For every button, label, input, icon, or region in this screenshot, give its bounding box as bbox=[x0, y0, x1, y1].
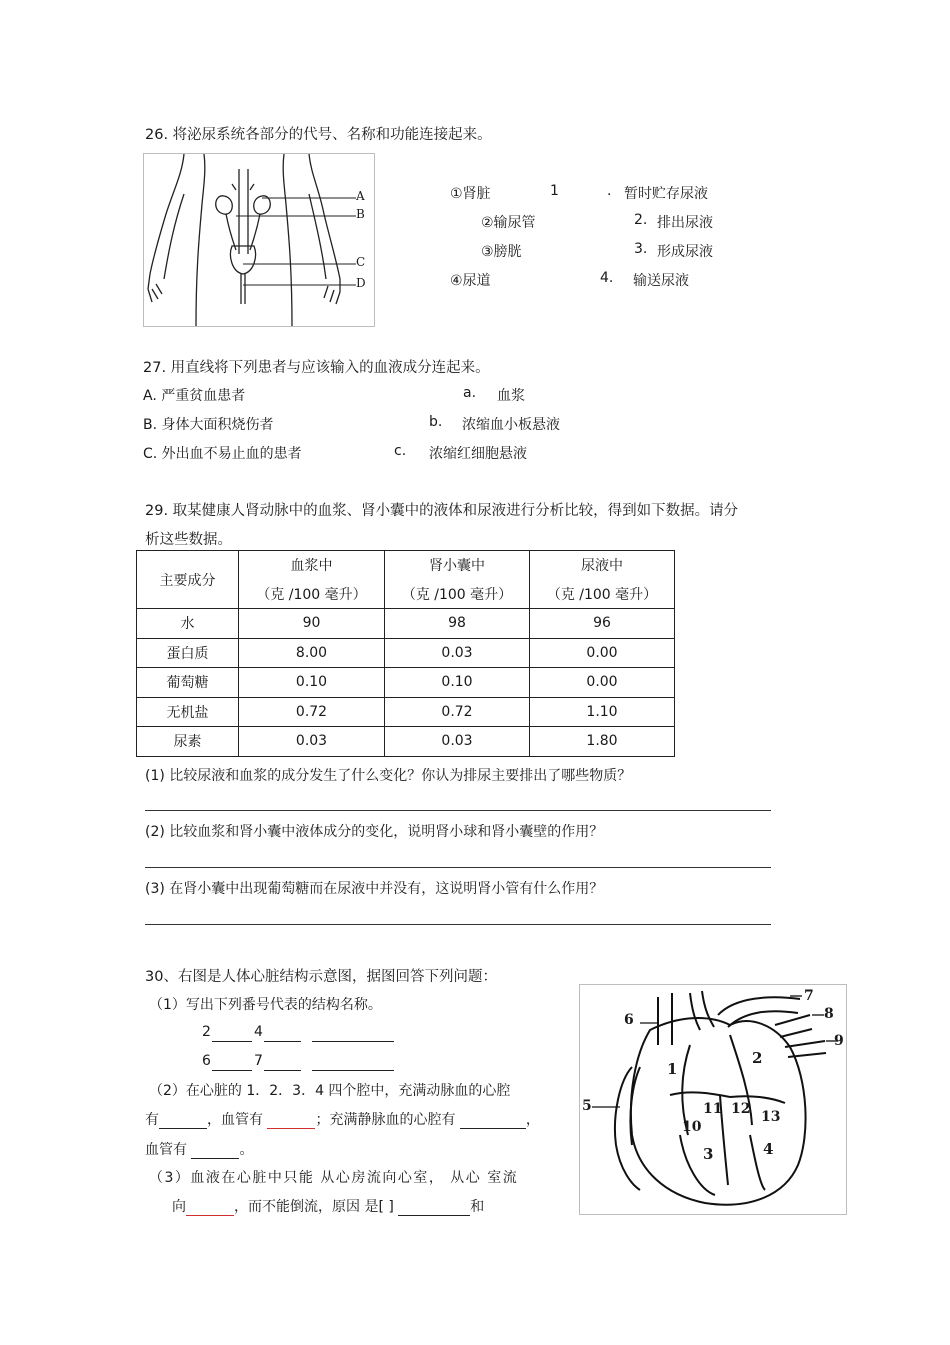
table-cell: 8.00 bbox=[239, 638, 385, 668]
table-cell: 96 bbox=[530, 609, 675, 639]
q30-part3-line1: （3）血液在心脏中只能 从心房流向心室， 从心 室流 bbox=[149, 1170, 519, 1186]
q29-title-line1: 29. 取某健康人肾动脉中的血浆、肾小囊中的液体和尿液进行分析比较，得到如下数据。请分 bbox=[145, 503, 739, 519]
q29-sub1: (1) 比较尿液和血浆的成分发生了什么变化？你认为排尿主要排出了哪些物质？ bbox=[145, 768, 632, 784]
answer-blank-7[interactable] bbox=[264, 1055, 301, 1071]
function-text-2: 排出尿液 bbox=[657, 215, 713, 231]
answer-line-1[interactable] bbox=[145, 810, 771, 811]
part2-text-e: 血管有 bbox=[145, 1142, 187, 1158]
figure-label-d: D bbox=[356, 276, 366, 290]
function-number-2: 2. bbox=[634, 212, 648, 228]
table-cell: 0.03 bbox=[239, 727, 385, 757]
table-cell: 0.10 bbox=[385, 668, 530, 698]
column-unit: （克 /100 毫升） bbox=[546, 587, 658, 603]
q30-part2-line1: （2）在心脏的 1．2．3．4 四个腔中，充满动脉血的心腔 bbox=[149, 1083, 511, 1099]
answer-blank-arterial-vessels[interactable] bbox=[267, 1114, 315, 1129]
column-unit: （克 /100 毫升） bbox=[256, 587, 367, 603]
table-header-row bbox=[137, 551, 675, 609]
answer-line-2[interactable] bbox=[145, 867, 771, 868]
heart-label-13: 13 bbox=[761, 1109, 781, 1125]
q30-part3-line2 bbox=[172, 1196, 484, 1216]
function-text-1: 暂时贮存尿液 bbox=[624, 186, 708, 202]
heart-label-12: 12 bbox=[731, 1101, 751, 1117]
component-letter-c: c. bbox=[394, 443, 407, 459]
table-cell: 0.72 bbox=[385, 697, 530, 727]
label-num-6: 6 bbox=[202, 1053, 211, 1069]
heart-label-1: 1 bbox=[667, 1060, 678, 1078]
function-number-3: 3. bbox=[634, 241, 648, 257]
part3-text-a: 向 bbox=[172, 1199, 186, 1215]
table-cell: 90 bbox=[239, 609, 385, 639]
heart-label-7: 7 bbox=[804, 988, 814, 1004]
column-header-capsule bbox=[385, 551, 530, 609]
q27-title: 27. 用直线将下列患者与应该输入的血液成分连起来。 bbox=[143, 360, 490, 376]
heart-label-2: 2 bbox=[752, 1049, 763, 1067]
figure-label-c: C bbox=[356, 255, 366, 269]
patient-b: B. 身体大面积烧伤者 bbox=[143, 417, 274, 433]
heart-structure-figure bbox=[579, 984, 847, 1215]
part3-text-b: ，而不能倒流，原因 bbox=[234, 1199, 360, 1215]
table-cell: 98 bbox=[385, 609, 530, 639]
function-text-4: 输送尿液 bbox=[633, 273, 689, 289]
part3-text-d: 和 bbox=[470, 1199, 485, 1215]
row-name: 葡萄糖 bbox=[137, 668, 239, 698]
answer-blank-4b[interactable] bbox=[312, 1026, 394, 1042]
q30-part2-line2 bbox=[145, 1109, 540, 1129]
component-b: 浓缩血小板悬液 bbox=[462, 417, 560, 433]
answer-blank-valve[interactable] bbox=[398, 1201, 470, 1216]
heart-label-5: 5 bbox=[582, 1098, 592, 1114]
function-text-3: 形成尿液 bbox=[657, 244, 713, 260]
answer-blank-direction[interactable] bbox=[186, 1201, 234, 1216]
table-cell: 0.72 bbox=[239, 697, 385, 727]
table-cell: 0.03 bbox=[385, 727, 530, 757]
function-number-4: 4. bbox=[600, 270, 614, 286]
heart-label-4: 4 bbox=[763, 1140, 774, 1158]
function-dot-1: . bbox=[607, 183, 612, 199]
q30-part1: （1）写出下列番号代表的结构名称。 bbox=[149, 997, 382, 1013]
table-row bbox=[137, 638, 675, 668]
column-header-plasma bbox=[239, 551, 385, 609]
figure-label-a: A bbox=[356, 189, 365, 203]
answer-blank-7b[interactable] bbox=[312, 1055, 394, 1071]
q29-sub3: (3) 在肾小囊中出现葡萄糖而在尿液中并没有，这说明肾小管有什么作用？ bbox=[145, 881, 604, 897]
heart-label-6: 6 bbox=[624, 1012, 634, 1028]
row-name: 蛋白质 bbox=[137, 638, 239, 668]
blood-composition-table bbox=[136, 550, 675, 757]
row-name: 无机盐 bbox=[137, 697, 239, 727]
answer-blank-6[interactable] bbox=[212, 1055, 252, 1071]
column-unit: （克 /100 毫升） bbox=[401, 587, 513, 603]
component-letter-b: b. bbox=[429, 414, 443, 430]
q29-sub2: (2) 比较血浆和肾小囊中液体成分的变化，说明肾小球和肾小囊壁的作用？ bbox=[145, 824, 604, 840]
q26-title: 26. 将泌尿系统各部分的代号、名称和功能连接起来。 bbox=[145, 127, 492, 143]
heart-label-11: 11 bbox=[703, 1101, 723, 1117]
table-row bbox=[137, 727, 675, 757]
part2-text-b: ，血管有 bbox=[207, 1112, 263, 1128]
part2-text-d: ， bbox=[525, 1112, 540, 1128]
table-corner: 主要成分 bbox=[137, 551, 239, 609]
row-name: 尿素 bbox=[137, 727, 239, 757]
organ-name-2: ②输尿管 bbox=[481, 215, 536, 231]
q29-title-line2: 析这些数据。 bbox=[145, 532, 232, 548]
part2-text-f: 。 bbox=[239, 1142, 254, 1158]
organ-name-4: ④尿道 bbox=[450, 273, 491, 289]
part3-text-c: 是[ ] bbox=[364, 1199, 394, 1215]
urinary-system-figure bbox=[143, 153, 375, 327]
q30-title: 30、右图是人体心脏结构示意图，据图回答下列问题： bbox=[145, 969, 497, 985]
column-name: 血浆中 bbox=[290, 558, 333, 574]
component-a: 血浆 bbox=[497, 388, 525, 404]
part2-text-a: 有 bbox=[145, 1112, 159, 1128]
figure-label-b: B bbox=[356, 207, 365, 221]
table-row bbox=[137, 697, 675, 727]
heart-label-10: 10 bbox=[682, 1119, 702, 1135]
component-letter-a: a. bbox=[463, 385, 477, 401]
table-row bbox=[137, 609, 675, 639]
column-header-urine bbox=[530, 551, 675, 609]
table-row bbox=[137, 668, 675, 698]
component-c: 浓缩红细胞悬液 bbox=[429, 446, 527, 462]
answer-line-3[interactable] bbox=[145, 924, 771, 925]
answer-blank-venous-chambers[interactable] bbox=[460, 1114, 526, 1129]
answer-blank-4[interactable] bbox=[264, 1026, 301, 1042]
answer-blank-arterial-chambers[interactable] bbox=[159, 1114, 207, 1129]
organ-name-3: ③膀胱 bbox=[481, 244, 522, 260]
row-name: 水 bbox=[137, 609, 239, 639]
label-num-4: 4 bbox=[254, 1024, 263, 1040]
table-cell: 0.00 bbox=[530, 668, 675, 698]
answer-blank-2[interactable] bbox=[212, 1026, 252, 1042]
column-name: 尿液中 bbox=[581, 558, 623, 574]
table-cell: 0.00 bbox=[530, 638, 675, 668]
organ-name-1: ①肾脏 bbox=[450, 186, 491, 202]
heart-label-8: 8 bbox=[824, 1006, 834, 1022]
q30-part2-line3 bbox=[145, 1139, 253, 1159]
label-num-7: 7 bbox=[254, 1053, 263, 1069]
heart-label-9: 9 bbox=[834, 1033, 844, 1049]
answer-blank-venous-vessels[interactable] bbox=[191, 1144, 239, 1159]
patient-c: C. 外出血不易止血的患者 bbox=[143, 446, 302, 462]
function-number-1: 1 bbox=[550, 183, 559, 199]
table-cell: 1.80 bbox=[530, 727, 675, 757]
label-num-2: 2 bbox=[202, 1024, 211, 1040]
column-name: 肾小囊中 bbox=[429, 558, 485, 574]
patient-a: A. 严重贫血患者 bbox=[143, 388, 246, 404]
heart-label-3: 3 bbox=[703, 1145, 714, 1163]
part2-text-c: ；充满静脉血的心腔有 bbox=[315, 1112, 456, 1128]
table-cell: 1.10 bbox=[530, 697, 675, 727]
table-cell: 0.10 bbox=[239, 668, 385, 698]
table-cell: 0.03 bbox=[385, 638, 530, 668]
